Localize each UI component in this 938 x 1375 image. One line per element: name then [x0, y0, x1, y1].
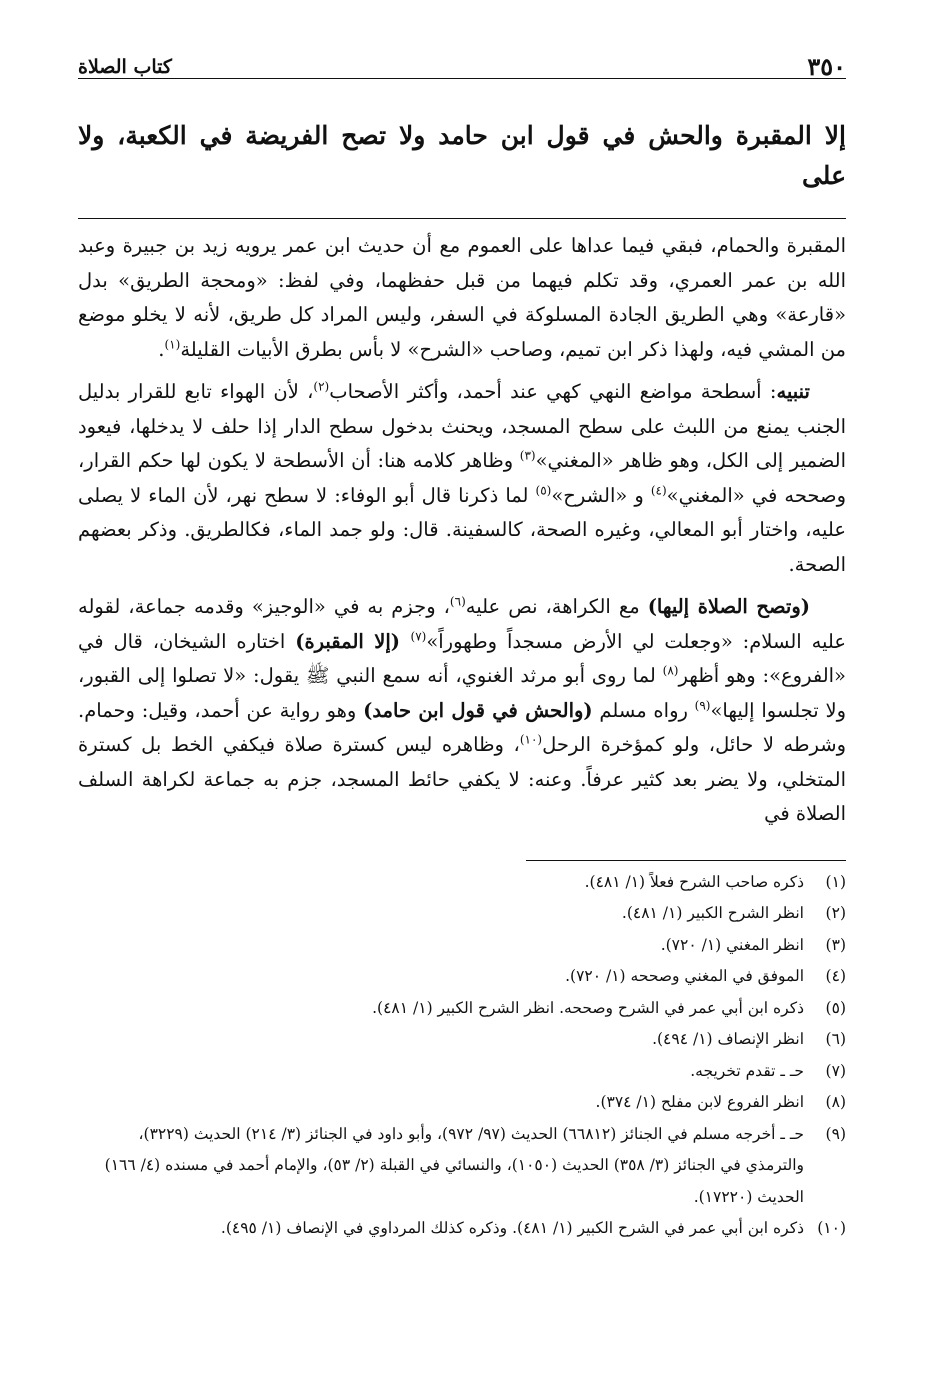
- footnote-text: انظر الإنصاف (١/ ٤٩٤).: [652, 1030, 804, 1048]
- footnote-number: (٩): [825, 1124, 846, 1143]
- footnote-ref: (١٠): [519, 732, 543, 747]
- footnote: [78, 1056, 846, 1088]
- footnote-text: ذكره ابن أبي عمر في الشرح وصححه. انظر الشرح الكبير (١/ ٤٨١).: [372, 998, 804, 1017]
- matn-divider: [78, 218, 846, 219]
- footnote-ref: (١): [164, 337, 181, 351]
- paragraph-2: تنبيه: أسطحة مواضع النهي كهي عند أحمد، وأكثر الأصحاب$^{(٢)}$، لأن الهواء تابع للقرار بدليل الجنب يمنع من اللبث على سطح المسجد، ويحنث بدخول سطح الدار إذا حلف لا يدخلها، فيعود الضمير إلى الكل، وهو ظاهر «المغني»$^{(٣)}$ وظاهر كلامه هنا: أن الأسطحة لا يكون لها حكم القرار، وصححه في «المغني»$^{(٤)}$ و «الشرح»$^{(٥)}$ لما ذكرنا قال أبو الوفاء: لا سطح نهر، لأن الماء لا يصلى عليه، واختار أبو المعالي، وغيره الصحة، كالسفينة. قال: ولو جمد الماء، فكالطريق. وذكر بعضهم الصحة.: [78, 379, 846, 576]
- footnote-text: انظر المغني (١/ ٧٢٠).: [660, 935, 804, 954]
- footnote: [78, 1087, 846, 1119]
- footnote-number: (٧): [825, 1061, 846, 1080]
- header-rule: [78, 78, 846, 79]
- footnote-text: الموفق في المغني وصححه (١/ ٧٢٠).: [565, 967, 804, 985]
- footnote-ref: (٥): [535, 483, 552, 497]
- footnote: [78, 1213, 846, 1245]
- paragraph-1: المقبرة والحمام، فبقي فيما عداها على العموم مع أن حديث ابن عمر يرويه زيد بن جبيرة وعبد الله بن عمر العمري، وقد تكلم فيهما من قبل حفظهما، وفي لفظ: «ومحجة الطريق» بدل «قارعة» وهي الطريق الجادة المسلوكة في السفر، وليس المراد كل طريق، لأنه لا يخلو موضع من المشي فيه، ولهذا ذكر ابن تميم، وصاحب «الشرح» لا بأس بطرق الأبيات القليلة$^{(١)}$.: [78, 234, 846, 361]
- footnote-text: حـ ـ تقدم تخريجه.: [690, 1061, 804, 1080]
- footnote: [78, 961, 846, 993]
- matn-quote: (وتصح الصلاة إليها): [647, 595, 810, 618]
- footnote: [78, 1119, 846, 1214]
- footnote-ref: (٩): [694, 698, 711, 712]
- footnote-ref: (٦): [449, 594, 466, 609]
- footnote: [78, 930, 846, 962]
- footnote-text: ذكره ابن أبي عمر في الشرح الكبير (١/ ٤٨١). وذكره كذلك المرداوي في الإنصاف (١/ ٤٩٥).: [220, 1219, 804, 1237]
- footnote: [78, 1024, 846, 1056]
- footnote-ref: (٧): [410, 629, 427, 643]
- footnote-number: (١٠): [817, 1219, 846, 1237]
- matn-quote: (والحش في قول ابن حامد): [363, 698, 593, 722]
- matn-quote: (إلا المقبرة): [295, 629, 411, 653]
- footnote-ref: (٤): [650, 483, 667, 497]
- footnote-number: (٨): [825, 1093, 846, 1111]
- footnote-text: حـ ـ أخرجه مسلم في الجنائز (٦٦٨١٢) الحديث (٩٧/ ٩٧٢)، وأبو داود في الجنائز (٣/ ٢١٤) الحديث (٣٢٢٩)، والترمذي في الجنائز (٣/ ٣٥٨) الحديث (١٠٥٠)، والنسائي في القبلة (٢/ ٥٣)، والإمام أحمد في مسنده (٤/ ١٦٦) الحديث (١٧٢٢٠).: [104, 1124, 804, 1206]
- commentary-body: [78, 229, 846, 832]
- page-number: ٣٥٠: [807, 52, 846, 81]
- footnote-number: (٢): [825, 904, 846, 922]
- footnotes: [78, 867, 846, 1245]
- footnote: [78, 993, 846, 1025]
- footnote-number: (٦): [825, 1030, 846, 1048]
- footnote-number: (٥): [825, 998, 846, 1017]
- footnote-divider: [526, 860, 846, 861]
- footnote-text: انظر الشرح الكبير (١/ ٤٨١).: [621, 904, 804, 922]
- footnote-ref: (٨): [662, 663, 679, 678]
- book-title: كتاب الصلاة: [78, 56, 172, 78]
- footnote-ref: (٣): [519, 448, 536, 463]
- footnote-number: (٤): [825, 967, 846, 985]
- footnote-text: ذكره صاحب الشرح فعلاً (١/ ٤٨١).: [584, 872, 804, 891]
- matn-text: إلا المقبرة والحش في قول ابن حامد ولا تصح الفريضة في الكعبة، ولا على: [78, 121, 846, 190]
- footnote: [78, 867, 846, 899]
- footnote-number: (٣): [825, 935, 846, 954]
- note-label: تنبيه: [776, 380, 810, 403]
- footnote: [78, 898, 846, 930]
- page-header: [78, 52, 846, 86]
- footnote-ref: (٢): [313, 379, 330, 394]
- paragraph-3: (وتصح الصلاة إليها) مع الكراهة، نص عليه$^{(٦)}$، وجزم به في «الوجيز» وقدمه جماعة، لقوله عليه السلام: «وجعلت لي الأرض مسجداً وطهوراً»$^{(٧)}$ (إلا المقبرة) اختاره الشيخان، قال في «الفروع»: وهو أظهر$^{(٨)}$ لما روى أبو مرثد الغنوي، أنه سمع النبي ﷺ يقول: «لا تصلوا إلى القبور، ولا تجلسوا إليها»$^{(٩)}$ رواه مسلم (والحش في قول ابن حامد) وهو رواية عن أحمد، وقيل: وحمام. وشرطه لا حائل، ولو كمؤخرة الرحل$^{(١٠)}$، وظاهره ليس كسترة صلاة فيكفي الخط بل كسترة المتخلي، ولا يضر بعد كثير عرفاً. وعنه: لا يكفي حائط المسجد، جزم به جماعة لكراهة السلف الصلاة في: [78, 594, 847, 825]
- book-page: [78, 52, 846, 1245]
- footnote-text: انظر الفروع لابن مفلح (١/ ٣٧٤).: [595, 1093, 804, 1111]
- footnote-number: (١): [825, 872, 846, 891]
